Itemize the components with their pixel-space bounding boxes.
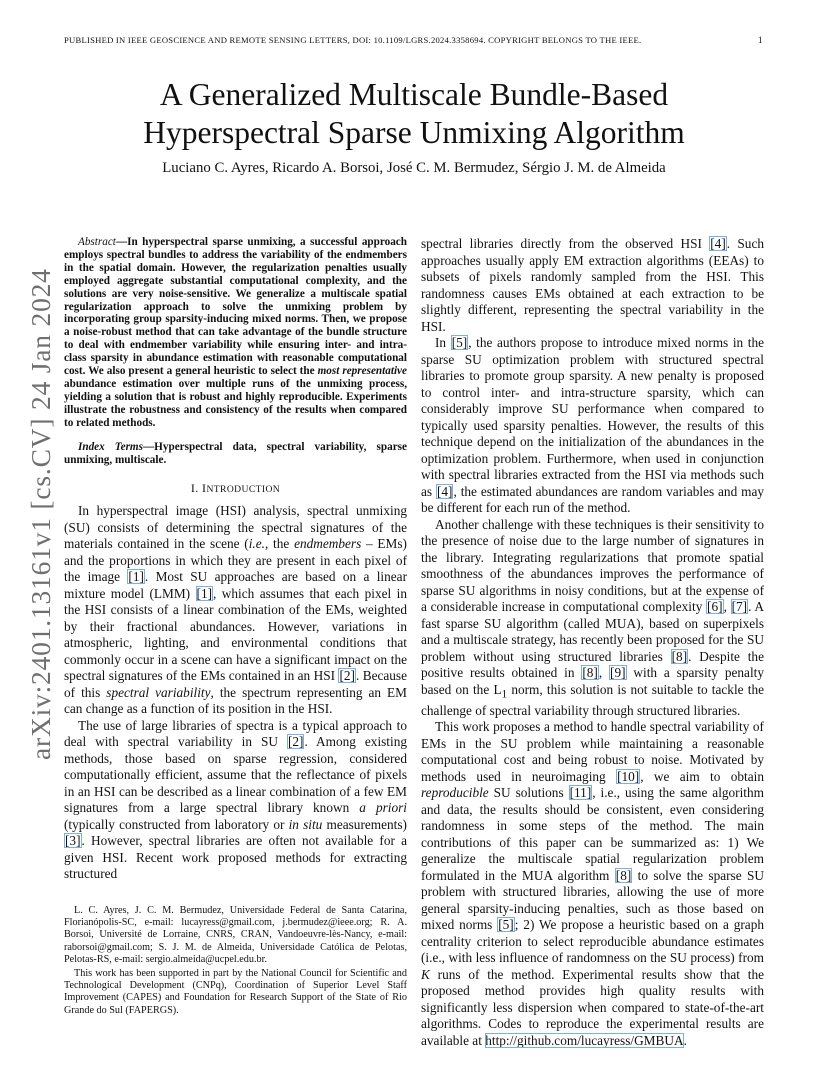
citation-link[interactable]: [9] bbox=[610, 665, 626, 680]
abstract: Abstract—In hyperspectral sparse unmixing, a successful approach employs spectral bundles to address the variability of the endmembers in the spatial domain. However, the regularization penalties usually employed aggregate substantial computational complexity, and the solutions are very noise-sensitive. We generalize a multiscale spatial regularization approach to solve the unmixing problem by incorporating group sparsity-inducing mixed norms. Then, we propose a noise-robust method that can take advantage of the bundle structure to deal with endmember variability while ensuring inter- and intra-class sparsity in abundance estimation with reasonable computational cost. We also present a general heuristic to select the most representative abundance estimation over multiple runs of the unmixing process, yielding a solution that is robust and highly reproducible. Experiments illustrate the robustness and consistency of the results when compared to related methods. bbox=[64, 236, 407, 429]
code-repository-link[interactable]: http://github.com/lucayress/GMBUA bbox=[485, 1032, 684, 1048]
right-column bbox=[421, 236, 764, 1049]
paper-title bbox=[80, 76, 748, 152]
index-terms: Index Terms—Hyperspectral data, spectral variability, sparse unmixing, multiscale. bbox=[64, 440, 407, 466]
citation-link[interactable]: [1] bbox=[196, 585, 213, 601]
paragraph: Another challenge with these techniques is their sensitivity to the presence of noise due to the large number of signatures in the library. Integrating regularizations that promote spatial smoothness of the abundances improves the performance of sparse SU algorithms in noisy conditions, but at the expense of a considerable increase in computational complexity [6], [7]. A fast sparse SU algorithm (called MUA), based on superpixels and a multiscale strategy, has recently been proposed for the SU problem without using structured libraries [8]. Despite the positive results obtained in [8], [9] with a sparsity penalty based on the $L_1$ norm, this solution is not suitable to tackle the challenge of spectral variability through structured libraries. bbox=[421, 516, 765, 718]
title-line-2: Hyperspectral Sparse Unmixing Algorithm bbox=[143, 115, 685, 150]
index-terms-label: Index Terms bbox=[78, 440, 143, 453]
left-body-text bbox=[64, 503, 407, 883]
paragraph: In [5], the authors propose to introduce mixed norms in the sparse SU optimization problem with structured spectral libraries to promote group sparsity. A new penalty is proposed to control inter- and intra-structure sparsity, which can considerably improve SU performance when compared to typically used sparsity penalties. However, the results of this technique depend on the initialization of the abundances in the optimization problem. Furthermore, when used in conjunction with spectral libraries extracted from the HSI via methods such as [4], the estimated abundances are random variables and may be different for each run of the method. bbox=[421, 335, 765, 515]
citation-link[interactable]: [4] bbox=[710, 236, 726, 251]
footnotes bbox=[64, 904, 407, 1019]
footnote-funding: This work has been supported in part by the National Council for Scientific and Technological Development (CNPq), Coordination of Superior Level Staff Improvement (CAPES) and Foundation for Research Support of the State of Rio Grande do Sul (FAPERGS). bbox=[64, 968, 407, 1016]
title-line-1: A Generalized Multiscale Bundle-Based bbox=[159, 77, 669, 112]
page-number: 1 bbox=[758, 35, 763, 45]
citation-link[interactable]: [2] bbox=[339, 668, 355, 684]
footnote-affiliations: L. C. Ayres, J. C. M. Bermudez, Universidade Federal de Santa Catarina, Florianópolis-SC, e-mail: lucayress@gmail.com, j.bermudez@ieee.org; R. A. Borsoi, Université de Lorraine, CNRS, CRAN, Vandoeuvre-lès-Nancy, e-mail: raborsoi@gmail.com; S. J. M. de Almeida, Universidade Católica de Pelotas, Pelotas-RS, e-mail: sergio.almeida@ucpel.edu.br. bbox=[64, 905, 407, 965]
author-list: Luciano C. Ayres, Ricardo A. Borsoi, José C. M. Bermudez, Sérgio J. M. de Almeida bbox=[162, 160, 666, 176]
section-heading-introduction: I. INTRODUCTION bbox=[190, 481, 281, 496]
citation-link[interactable]: [1] bbox=[128, 569, 144, 585]
citation-link[interactable]: [11] bbox=[569, 785, 592, 801]
left-column bbox=[64, 236, 407, 883]
citation-link[interactable]: [5] bbox=[498, 917, 514, 933]
citation-link[interactable]: [2] bbox=[287, 734, 304, 750]
citation-link[interactable]: [5] bbox=[451, 335, 468, 350]
paragraph: In hyperspectral image (HSI) analysis, spectral unmixing (SU) consists of determining the spectral signatures of the materials contained in the scene (i.e., the endmembers – EMs) and the proportions in which they are present in each pixel of the image [1]. Most SU approaches are based on a linear mixture model (LMM) [1], which assumes that each pixel in the HSI consists of a linear combination of the EMs, weighted by their fractional abundances. However, variations in atmospheric, lighting, and environmental conditions that commonly occur in a scene can have a significant impact on the spectral signatures of the EMs contained in an HSI [2]. Because of this spectral variability, the spectrum representing an EM can change as a function of its position in the HSI. bbox=[64, 503, 408, 717]
citation-link[interactable]: [3] bbox=[65, 833, 81, 849]
citation-link[interactable]: [8] bbox=[582, 665, 598, 680]
paragraph: spectral libraries directly from the observed HSI [4]. Such approaches usually apply EM extraction algorithms (EEAs) to subsets of pixels randomly sampled from the HSI. This randomness causes EMs obtained at each extraction to be slightly different, representing the spectral variability in the HSI. bbox=[421, 236, 764, 334]
arxiv-stamp[interactable]: arXiv:2401.13161v1 [cs.CV] 24 Jan 2024 bbox=[25, 268, 56, 760]
citation-link[interactable]: [10] bbox=[617, 768, 640, 784]
paragraph: The use of large libraries of spectra is a typical approach to deal with spectral variability in SU [2]. Among existing methods, those based on sparse regression, considered computationally efficient, assume that the reflectance of pixels in an HSI can be described as a linear combination of a few EM signatures from a large spectral library known a priori (typically constructed from laboratory or in situ measurements) [3]. However, spectral libraries are often not available for a given HSI. Recent work proposed methods for extracting structured bbox=[64, 717, 407, 882]
paragraph: This work proposes a method to handle spectral variability of EMs in the SU problem while maintaining a reasonable computational cost and being robust to noise. Motivated by methods used in neuroimaging [10], we aim to obtain reproducible SU solutions [11], i.e., using the same algorithm and data, the results should be consistent, even considering randomness in some steps of the method. The main contributions of this paper can be summarized as: 1) We generalize the multiscale spatial regularization problem formulated in the MUA algorithm [8] to solve the sparse SU problem with structured libraries, allowing the use of more general sparsity-inducing penalties, such as those based on mixed norms [5]; 2) We propose a heuristic based on a graph centrality criterion to select reproducible abundance estimates (i.e., with less influence of randomness on the SU process) from K runs of the method. Experimental results show that the proposed method provides high quality results with significantly less dispersion when compared to state-of-the-art algorithms. Codes to reproduce the experimental results are available at http://github.com/lucayress/GMBUA. bbox=[421, 719, 764, 1048]
citation-link[interactable]: [8] bbox=[671, 648, 688, 664]
citation-link[interactable]: [7] bbox=[731, 599, 748, 614]
running-header: PUBLISHED IN IEEE GEOSCIENCE AND REMOTE SENSING LETTERS, DOI: 10.1109/LGRS.2024.3358694. COPYRIGHT BELONGS TO THE IEEE. bbox=[64, 35, 642, 45]
abstract-label: Abstract bbox=[78, 236, 116, 248]
citation-link[interactable]: [6] bbox=[707, 599, 723, 614]
citation-link[interactable]: [4] bbox=[436, 483, 453, 499]
citation-link[interactable]: [8] bbox=[615, 867, 632, 883]
